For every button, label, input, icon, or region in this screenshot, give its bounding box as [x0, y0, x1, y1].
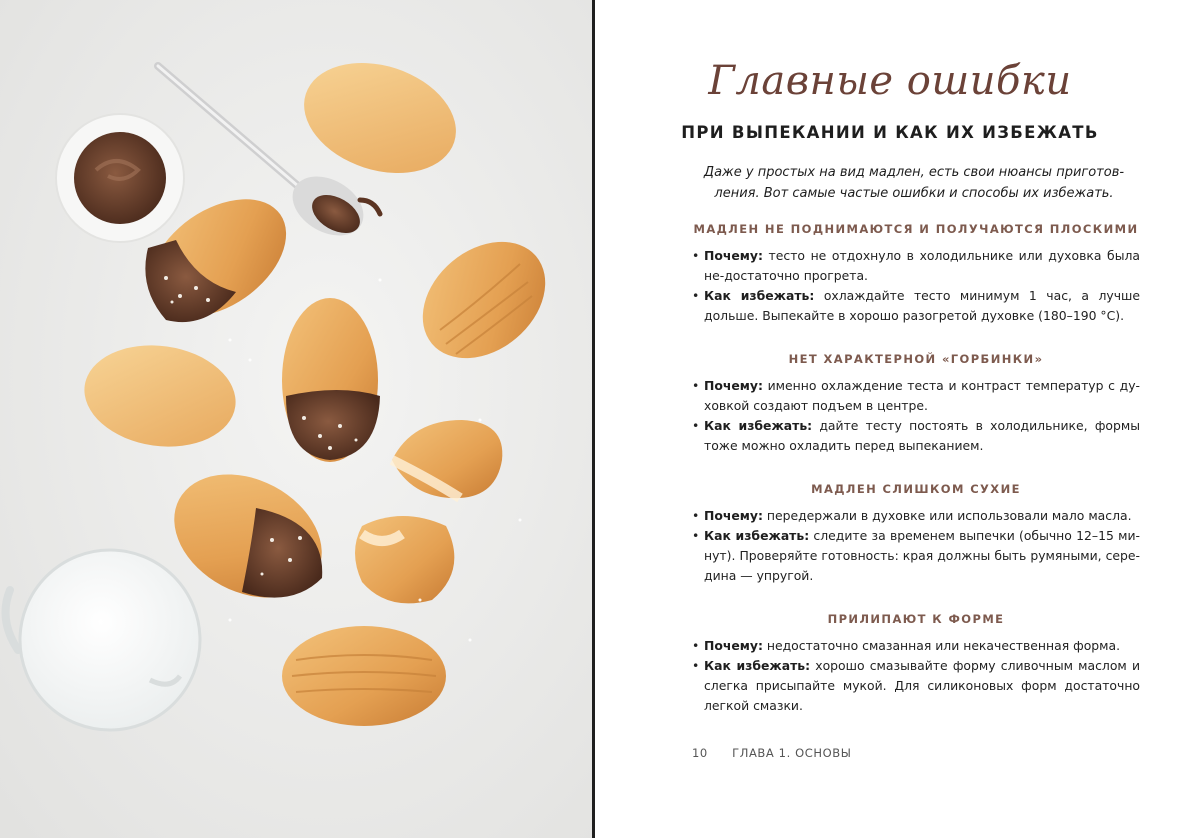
- bullet-why: [692, 506, 1140, 526]
- text-page: [595, 0, 1185, 838]
- section-too-dry: [692, 480, 1140, 586]
- section-no-hump: [692, 350, 1140, 456]
- bullet-text: недостаточно смазанная или некачественная форма.: [762, 638, 1121, 653]
- chocolate-bowl: [56, 114, 184, 242]
- bullet-text: именно охлаждение теста и контраст температур с ду-ховкой создают подъем в центре.: [704, 378, 1140, 413]
- chapter-label: ГЛАВА 1. ОСНОВЫ: [732, 746, 852, 760]
- page-subtitle: ПРИ ВЫПЕКАНИИ И КАК ИХ ИЗБЕЖАТЬ: [681, 123, 1099, 142]
- section-heading: НЕТ ХАРАКТЕРНОЙ «ГОРБИНКИ»: [788, 352, 1044, 366]
- bullet-text: следите за временем выпечки (обычно 12–15 ми-нут). Проверяйте готовность: края должны быть румяными, сере-дина — упругой.: [704, 528, 1141, 583]
- intro-paragraph: [690, 162, 1138, 204]
- madeleine-ridged-bottom: [282, 626, 446, 726]
- bullet-list: [692, 636, 1140, 716]
- section-heading: МАДЛЕН СЛИШКОМ СУХИЕ: [811, 482, 1021, 496]
- bullet-label: Как избежать:: [704, 528, 810, 543]
- bullet-text: охлаждайте тесто минимум 1 час, а лучше дольше. Выпекайте в хорошо разогретой духовке (180–190 °С).: [704, 288, 1141, 323]
- section-heading: МАДЛЕН НЕ ПОДНИМАЮТСЯ И ПОЛУЧАЮТСЯ ПЛОСКИМИ: [693, 222, 1139, 236]
- section-sticking: [692, 610, 1140, 716]
- bullet-why: [692, 246, 1140, 286]
- bullet-why: [692, 376, 1140, 416]
- bullet-label: Почему:: [704, 378, 763, 393]
- bullet-how: [692, 286, 1140, 326]
- bullet-text: тесто не отдохнуло в холодильнике или духовка была не-достаточно прогрета.: [704, 248, 1140, 283]
- bullet-text: передержали в духовке или использовали мало масла.: [762, 508, 1132, 523]
- intro-line: Даже у простых на вид мадлен, есть свои нюансы приготов-: [703, 165, 1125, 180]
- bullet-how: [692, 416, 1140, 456]
- bullet-label: Почему:: [704, 248, 763, 263]
- bullet-list: [692, 246, 1140, 326]
- bullet-list: [692, 376, 1140, 456]
- bullet-label: Как избежать:: [704, 288, 815, 303]
- bullet-list: [692, 506, 1140, 586]
- bullet-how: [692, 656, 1140, 716]
- bullet-text: хорошо смазывайте форму сливочным маслом и слегка присыпайте мукой. Для силиконовых форм достаточно легкой смазки.: [704, 658, 1141, 713]
- bullet-label: Почему:: [704, 638, 763, 653]
- food-photo: [0, 0, 592, 838]
- page-number: 10: [692, 746, 708, 760]
- intro-line: ления. Вот самые частые ошибки и способы их избежать.: [714, 186, 1114, 201]
- page-footer: [692, 746, 852, 760]
- bullet-label: Почему:: [704, 508, 763, 523]
- section-heading: ПРИЛИПАЮТ К ФОРМЕ: [827, 612, 1005, 626]
- bullet-why: [692, 636, 1140, 656]
- page-title: Главные ошибки: [708, 58, 1072, 104]
- bullet-label: Как избежать:: [704, 658, 811, 673]
- section-flat-madeleines: [692, 220, 1140, 326]
- bullet-how: [692, 526, 1140, 586]
- bullet-text: дайте тесту постоять в холодильнике, формы тоже можно охладить перед выпеканием.: [704, 418, 1141, 453]
- bullet-label: Как избежать:: [704, 418, 813, 433]
